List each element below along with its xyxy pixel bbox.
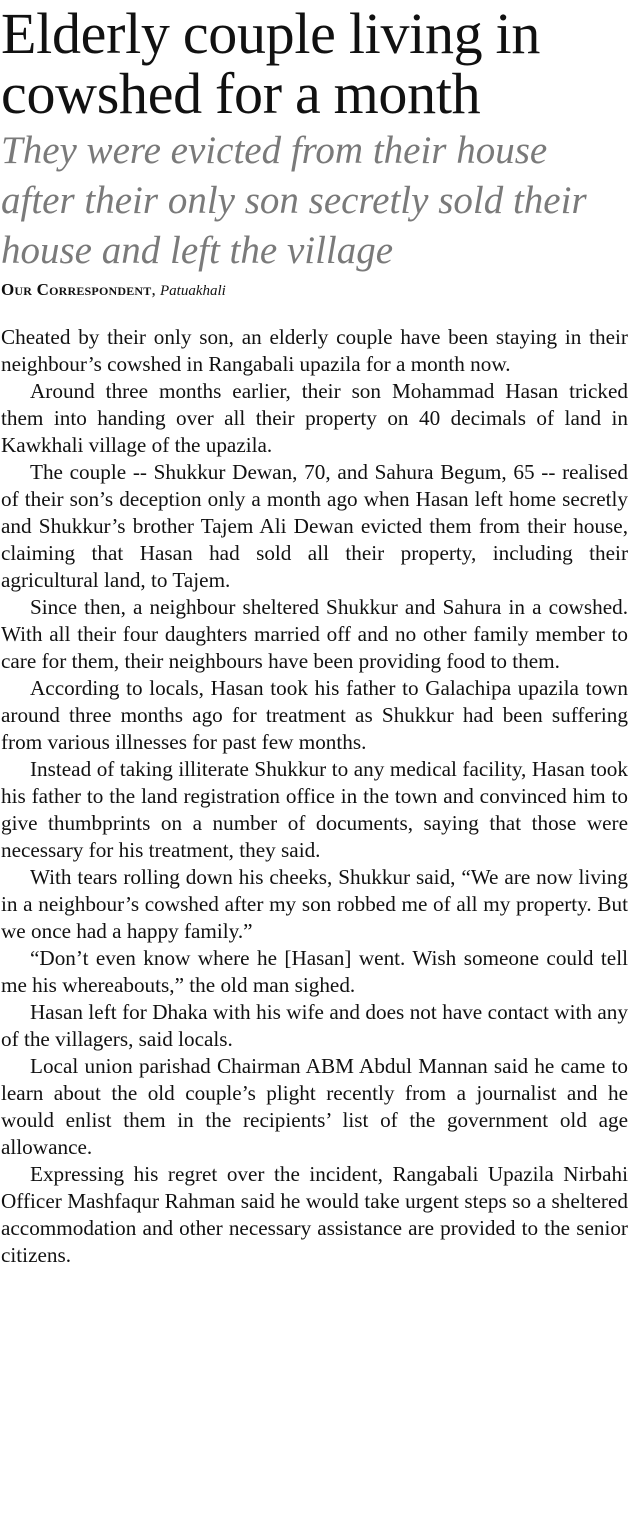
article-paragraph: Hasan left for Dhaka with his wife and does not have contact with any of the villagers, said locals. bbox=[1, 1000, 628, 1051]
news-article bbox=[1, 0, 628, 1269]
article-paragraph: With tears rolling down his cheeks, Shukkur said, “We are now living in a neighbour’s cowshed after my son robbed me of all my property. But we once had a happy family.” bbox=[1, 865, 628, 943]
article-body bbox=[1, 324, 628, 1269]
article-paragraph: According to locals, Hasan took his father to Galachipa upazila town around three months ago for treatment as Shukkur had been suffering from various illnesses for past few months. bbox=[1, 676, 628, 754]
article-headline: Elderly couple living in cowshed for a month bbox=[1, 1, 541, 126]
byline-separator: , bbox=[151, 280, 160, 299]
article-subheadline: They were evicted from their house after their only son secretly sold their house and left the village bbox=[1, 129, 587, 272]
byline-author: Our Correspondent bbox=[1, 280, 152, 299]
article-paragraph: “Don’t even know where he [Hasan] went. Wish someone could tell me his whereabouts,” the old man sighed. bbox=[1, 946, 628, 997]
article-paragraph: Local union parishad Chairman ABM Abdul Mannan said he came to learn about the old couple’s plight recently from a journalist and he would enlist them in the recipients’ list of the government old age allowance. bbox=[1, 1054, 628, 1159]
article-paragraph: Expressing his regret over the incident, Rangabali Upazila Nirbahi Officer Mashfaqur Rahman said he would take urgent steps so a sheltered accommodation and other necessary assistance are provided to the senior citizens. bbox=[1, 1162, 628, 1267]
article-paragraph: The couple -- Shukkur Dewan, 70, and Sahura Begum, 65 -- realised of their son’s deception only a month ago when Hasan left home secretly and Shukkur’s brother Tajem Ali Dewan evicted them from their house, claiming that Hasan had sold all their property, including their agricultural land, to Tajem. bbox=[1, 460, 628, 592]
article-byline bbox=[1, 280, 628, 301]
byline-location: Patuakhali bbox=[160, 283, 226, 299]
article-paragraph: Cheated by their only son, an elderly couple have been staying in their neighbour’s cowshed in Rangabali upazila for a month now. bbox=[1, 325, 628, 376]
article-paragraph: Since then, a neighbour sheltered Shukkur and Sahura in a cowshed. With all their four daughters married off and no other family member to care for them, their neighbours have been providing food to them. bbox=[1, 595, 628, 673]
article-paragraph: Around three months earlier, their son Mohammad Hasan tricked them into handing over all their property on 40 decimals of land in Kawkhali village of the upazila. bbox=[1, 379, 628, 457]
article-paragraph: Instead of taking illiterate Shukkur to any medical facility, Hasan took his father to the land registration office in the town and convinced him to give thumbprints on a number of documents, saying that those were necessary for his treatment, they said. bbox=[1, 757, 628, 862]
